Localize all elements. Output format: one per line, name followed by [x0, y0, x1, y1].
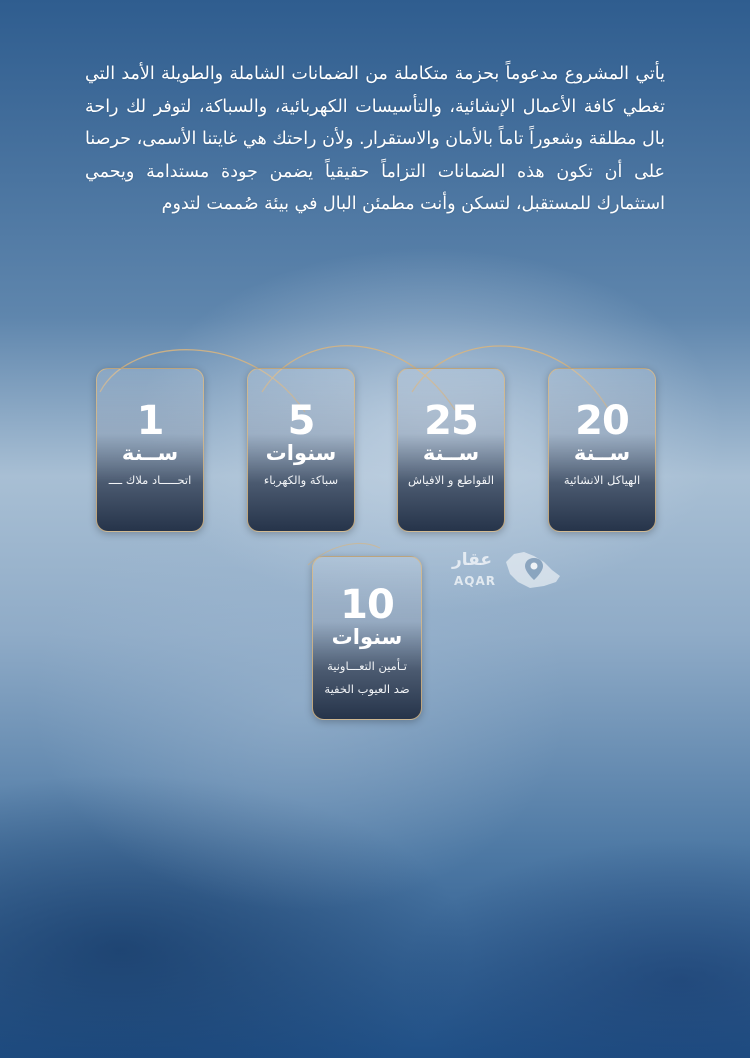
warranty-unit: ســنة [573, 441, 631, 465]
watermark-english: AQAR [454, 574, 497, 588]
warranty-years: 25 [424, 398, 478, 444]
warranty-label: اتحـــــاد ملاك ــــ [108, 473, 192, 487]
watermark-arabic: عقار [452, 550, 493, 570]
insurance-unit: سنوات [331, 625, 403, 649]
warranty-label: الهياكل الانشائية [563, 473, 641, 487]
intro-paragraph: يأتي المشروع مدعوماً بحزمة متكاملة من الضمانات الشاملة والطويلة الأمد التي تغطي كافة الأعمال الإنشائية، والتأسيسات الكهربائية، والسباكة، لتوفر لك راحة بال مطلقة وشعوراً تاماً بالأمان والاستقرار. ولأن راحتك هي غايتنا الأسمى، حرصنا على أن تكون هذه الضمانات التزاماً حقيقياً يضمن جودة مستدامة ويحمي استثمارك للمستقبل، لتسكن وأنت مطمئن البال في بيئة صُممت لتدوم [85, 64, 665, 214]
warranty-card-switches [397, 368, 505, 532]
warranty-card-plumbing [247, 368, 355, 532]
insurance-years: 10 [340, 582, 394, 628]
insurance-label-line1: تـأمين التعـــاونية [327, 659, 407, 673]
map-pin-icon [500, 548, 564, 590]
warranty-card-structures [548, 368, 656, 532]
insurance-card [312, 556, 422, 720]
warranty-unit: ســنة [422, 441, 480, 465]
warranty-years: 5 [287, 398, 315, 444]
warranty-years: 1 [136, 398, 164, 444]
insurance-label-line2: ضد العيوب الخفية [324, 682, 410, 696]
warranty-unit: ســنة [121, 441, 179, 465]
warranty-label: سباكة والكهرباء [263, 473, 339, 487]
aqar-watermark [452, 548, 570, 592]
warranty-unit: سنوات [265, 441, 337, 465]
warranty-label: القواطع و الافياش [407, 473, 495, 487]
warranty-years: 20 [575, 398, 629, 444]
warranty-card-owners-association [96, 368, 204, 532]
